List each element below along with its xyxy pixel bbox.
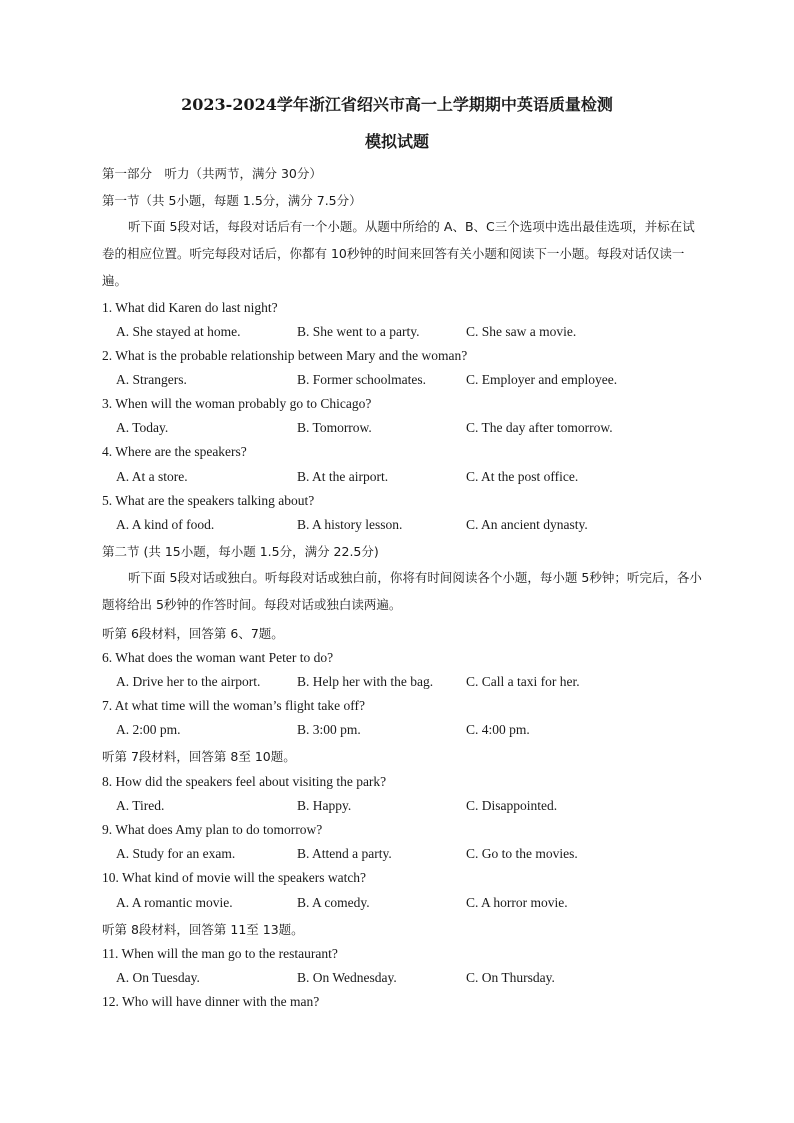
- option-b: B. Former schoolmates.: [297, 372, 426, 387]
- section1-heading: 第一节（共 5小题，每题 1.5分，满分 7.5分）: [102, 193, 362, 208]
- option-b: B. At the airport.: [297, 469, 389, 484]
- option-a: A. She stayed at home.: [116, 324, 241, 339]
- option-b: B. 3:00 pm.: [297, 722, 361, 737]
- question-4: 4. Where are the speakers?: [102, 444, 247, 459]
- section1-instructions: 听下面 5段对话，每段对话后有一个小题。从题中所给的 A、B、C三个选项中选出最佳选项，并标在试卷的相应位置。听完每段对话后，你都有 10秒钟的时间来回答有关小题和阅读下一小题。每段对话仅读一遍。: [102, 219, 695, 288]
- question-1: 1. What did Karen do last night?: [102, 300, 278, 315]
- option-b: B. Happy.: [297, 798, 352, 813]
- option-a: A. At a store.: [116, 469, 188, 484]
- option-a: A. Strangers.: [116, 372, 187, 387]
- section2-heading: 第二节 (共 15小题，每小题 1.5分，满分 22.5分): [102, 544, 379, 559]
- option-c: C. Go to the movies.: [466, 846, 578, 861]
- exam-title: 2023-2024学年浙江省绍兴市高一上学期期中英语质量检测: [181, 95, 613, 114]
- option-b: B. On Wednesday.: [297, 970, 397, 985]
- option-a: A. A kind of food.: [116, 517, 215, 532]
- question-8: 8. How did the speakers feel about visiting the park?: [102, 774, 387, 789]
- option-b: B. Help her with the bag.: [297, 674, 434, 689]
- option-a: A. A romantic movie.: [116, 895, 233, 910]
- option-b: B. A comedy.: [297, 895, 370, 910]
- option-a: A. On Tuesday.: [116, 970, 200, 985]
- question-12: 12. Who will have dinner with the man?: [102, 994, 320, 1009]
- option-a: A. Drive her to the airport.: [116, 674, 261, 689]
- question-6: 6. What does the woman want Peter to do?: [102, 650, 334, 665]
- option-c: C. Employer and employee.: [466, 372, 618, 387]
- option-c: C. On Thursday.: [466, 970, 555, 985]
- option-c: C. Disappointed.: [466, 798, 558, 813]
- question-2: 2. What is the probable relationship between Mary and the woman?: [102, 348, 468, 363]
- option-c: C. She saw a movie.: [466, 324, 577, 339]
- option-b: B. A history lesson.: [297, 517, 403, 532]
- option-c: C. A horror movie.: [466, 895, 568, 910]
- exam-subtitle: 模拟试题: [364, 132, 429, 151]
- question-7: 7. At what time will the woman’s flight take off?: [102, 698, 365, 713]
- question-3: 3. When will the woman probably go to Chicago?: [102, 396, 372, 411]
- option-b: B. Tomorrow.: [297, 420, 372, 435]
- option-c: C. At the post office.: [466, 469, 579, 484]
- option-a: A. Tired.: [116, 798, 165, 813]
- option-c: C. Call a taxi for her.: [466, 674, 580, 689]
- option-c: C. The day after tomorrow.: [466, 420, 613, 435]
- question-10: 10. What kind of movie will the speakers watch?: [102, 870, 367, 885]
- section2-instructions: 听下面 5段对话或独白。听每段对话或独白前，你将有时间阅读各个小题，每小题 5秒钟；听完后，各小题将给出 5秒钟的作答时间。每段对话或独白读两遍。: [102, 570, 702, 612]
- question-5: 5. What are the speakers talking about?: [102, 493, 315, 508]
- material-6-heading: 听第 6段材料，回答第 6、7题。: [102, 626, 284, 641]
- part-heading: 第一部分 听力（共两节，满分 30分）: [102, 166, 322, 181]
- option-b: B. Attend a party.: [297, 846, 392, 861]
- option-a: A. Today.: [116, 420, 169, 435]
- question-9: 9. What does Amy plan to do tomorrow?: [102, 822, 323, 837]
- option-c: C. An ancient dynasty.: [466, 517, 588, 532]
- option-b: B. She went to a party.: [297, 324, 420, 339]
- question-11: 11. When will the man go to the restaurant?: [102, 946, 338, 961]
- option-c: C. 4:00 pm.: [466, 722, 530, 737]
- material-7-heading: 听第 7段材料，回答第 8至 10题。: [102, 749, 296, 764]
- material-8-heading: 听第 8段材料，回答第 11至 13题。: [102, 922, 304, 937]
- option-a: A. Study for an exam.: [116, 846, 236, 861]
- option-a: A. 2:00 pm.: [116, 722, 181, 737]
